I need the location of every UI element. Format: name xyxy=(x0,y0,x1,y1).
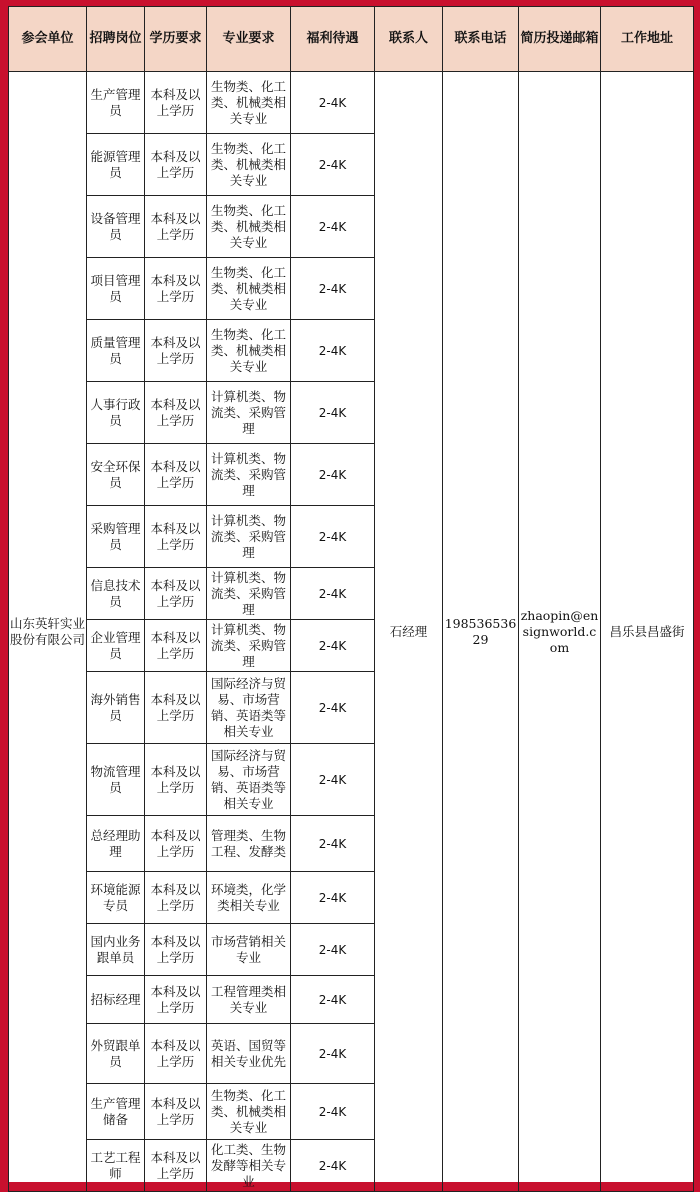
major-cell: 生物类、化工类、机械类相关专业 xyxy=(207,72,291,134)
salary-cell: 2-4K xyxy=(291,1140,375,1192)
position-cell: 生产管理员 xyxy=(87,72,145,134)
salary-cell: 2-4K xyxy=(291,816,375,872)
position-cell: 外贸跟单员 xyxy=(87,1024,145,1084)
salary-cell: 2-4K xyxy=(291,976,375,1024)
header-major: 专业要求 xyxy=(207,7,291,72)
major-cell: 计算机类、物流类、采购管理 xyxy=(207,506,291,568)
salary-cell: 2-4K xyxy=(291,872,375,924)
education-cell: 本科及以上学历 xyxy=(145,1024,207,1084)
table-row xyxy=(9,72,694,134)
position-cell: 信息技术员 xyxy=(87,568,145,620)
salary-cell: 2-4K xyxy=(291,1024,375,1084)
position-cell: 质量管理员 xyxy=(87,320,145,382)
position-cell: 设备管理员 xyxy=(87,196,145,258)
header-phone: 联系电话 xyxy=(443,7,519,72)
salary-cell: 2-4K xyxy=(291,258,375,320)
education-cell: 本科及以上学历 xyxy=(145,568,207,620)
position-cell: 招标经理 xyxy=(87,976,145,1024)
major-cell: 生物类、化工类、机械类相关专业 xyxy=(207,134,291,196)
major-cell: 计算机类、物流类、采购管理 xyxy=(207,382,291,444)
position-cell: 国内业务跟单员 xyxy=(87,924,145,976)
salary-cell: 2-4K xyxy=(291,744,375,816)
position-cell: 人事行政员 xyxy=(87,382,145,444)
position-cell: 环境能源专员 xyxy=(87,872,145,924)
major-cell: 国际经济与贸易、市场营销、英语类等相关专业 xyxy=(207,744,291,816)
contact-cell: 石经理 xyxy=(375,72,443,1192)
header-salary: 福利待遇 xyxy=(291,7,375,72)
salary-cell: 2-4K xyxy=(291,1084,375,1140)
header-email: 简历投递邮箱 xyxy=(519,7,601,72)
major-cell: 计算机类、物流类、采购管理 xyxy=(207,620,291,672)
position-cell: 安全环保员 xyxy=(87,444,145,506)
education-cell: 本科及以上学历 xyxy=(145,134,207,196)
education-cell: 本科及以上学历 xyxy=(145,444,207,506)
major-cell: 化工类、生物发酵等相关专业 xyxy=(207,1140,291,1192)
education-cell: 本科及以上学历 xyxy=(145,816,207,872)
header-company: 参会单位 xyxy=(9,7,87,72)
major-cell: 生物类、化工类、机械类相关专业 xyxy=(207,320,291,382)
position-cell: 工艺工程师 xyxy=(87,1140,145,1192)
major-cell: 工程管理类相关专业 xyxy=(207,976,291,1024)
salary-cell: 2-4K xyxy=(291,568,375,620)
salary-cell: 2-4K xyxy=(291,134,375,196)
header-row xyxy=(9,7,694,72)
major-cell: 管理类、生物工程、发酵类 xyxy=(207,816,291,872)
company-cell: 山东英轩实业股份有限公司 xyxy=(9,72,87,1192)
salary-cell: 2-4K xyxy=(291,382,375,444)
email-cell: zhaopin@ensignworld.com xyxy=(519,72,601,1192)
position-cell: 总经理助理 xyxy=(87,816,145,872)
major-cell: 生物类、化工类、机械类相关专业 xyxy=(207,196,291,258)
salary-cell: 2-4K xyxy=(291,620,375,672)
position-cell: 能源管理员 xyxy=(87,134,145,196)
header-education: 学历要求 xyxy=(145,7,207,72)
education-cell: 本科及以上学历 xyxy=(145,1084,207,1140)
education-cell: 本科及以上学历 xyxy=(145,924,207,976)
major-cell: 环境类，化学类相关专业 xyxy=(207,872,291,924)
education-cell: 本科及以上学历 xyxy=(145,872,207,924)
header-position: 招聘岗位 xyxy=(87,7,145,72)
header-contact: 联系人 xyxy=(375,7,443,72)
salary-cell: 2-4K xyxy=(291,924,375,976)
major-cell: 计算机类、物流类、采购管理 xyxy=(207,444,291,506)
education-cell: 本科及以上学历 xyxy=(145,320,207,382)
address-cell: 昌乐县昌盛街 xyxy=(601,72,694,1192)
position-cell: 物流管理员 xyxy=(87,744,145,816)
education-cell: 本科及以上学历 xyxy=(145,620,207,672)
education-cell: 本科及以上学历 xyxy=(145,382,207,444)
major-cell: 国际经济与贸易、市场营销、英语类等相关专业 xyxy=(207,672,291,744)
phone-cell: 19853653629 xyxy=(443,72,519,1192)
education-cell: 本科及以上学历 xyxy=(145,72,207,134)
position-cell: 企业管理员 xyxy=(87,620,145,672)
major-cell: 英语、国贸等相关专业优先 xyxy=(207,1024,291,1084)
salary-cell: 2-4K xyxy=(291,506,375,568)
major-cell: 生物类、化工类、机械类相关专业 xyxy=(207,258,291,320)
salary-cell: 2-4K xyxy=(291,72,375,134)
education-cell: 本科及以上学历 xyxy=(145,258,207,320)
salary-cell: 2-4K xyxy=(291,672,375,744)
recruitment-table xyxy=(8,6,694,1192)
salary-cell: 2-4K xyxy=(291,196,375,258)
position-cell: 采购管理员 xyxy=(87,506,145,568)
table-body xyxy=(9,72,694,1192)
education-cell: 本科及以上学历 xyxy=(145,196,207,258)
position-cell: 海外销售员 xyxy=(87,672,145,744)
education-cell: 本科及以上学历 xyxy=(145,744,207,816)
education-cell: 本科及以上学历 xyxy=(145,976,207,1024)
salary-cell: 2-4K xyxy=(291,320,375,382)
education-cell: 本科及以上学历 xyxy=(145,506,207,568)
header-address: 工作地址 xyxy=(601,7,694,72)
major-cell: 计算机类、物流类、采购管理 xyxy=(207,568,291,620)
position-cell: 生产管理储备 xyxy=(87,1084,145,1140)
salary-cell: 2-4K xyxy=(291,444,375,506)
education-cell: 本科及以上学历 xyxy=(145,672,207,744)
major-cell: 生物类、化工类、机械类相关专业 xyxy=(207,1084,291,1140)
major-cell: 市场营销相关专业 xyxy=(207,924,291,976)
education-cell: 本科及以上学历 xyxy=(145,1140,207,1192)
position-cell: 项目管理员 xyxy=(87,258,145,320)
document-frame xyxy=(8,6,693,1189)
